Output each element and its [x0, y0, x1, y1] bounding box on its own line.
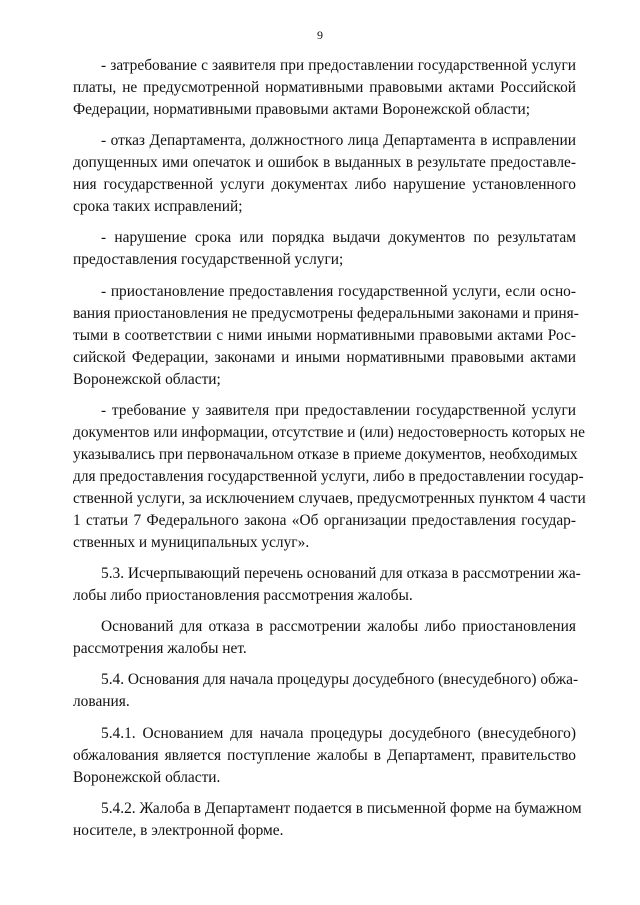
text-line: ственных и муниципальных услуг». — [73, 533, 310, 551]
text-line: 5.4.2. Жалоба в Департамент подается в письменной форме на бумажном — [101, 799, 582, 817]
document-body — [73, 55, 586, 851]
paragraph-section-5-3 — [73, 563, 581, 607]
text-line: лобы либо приостановления рассмотрения жалобы. — [73, 586, 413, 604]
paragraph-section-5-4-1 — [73, 723, 576, 789]
text-line: предоставления государственной услуги; — [73, 251, 344, 269]
paragraph-suspension — [73, 281, 579, 391]
text-line: для предоставления государственной услуги, либо в предоставлении государ- — [73, 467, 584, 485]
paragraph-section-5-4-2 — [73, 798, 582, 842]
text-line: Воронежской области. — [73, 768, 221, 786]
paragraph-fee-demand — [73, 55, 576, 121]
paragraph-correction-refusal — [73, 130, 576, 218]
text-line: 5.4. Основания для начала процедуры досудебного (внесудебного) обжа- — [101, 671, 579, 689]
text-line: ния государственной услуги документах либо нарушение установленного — [73, 176, 576, 194]
text-line: Воронежской области; — [73, 370, 221, 388]
text-line: вания приостановления не предусмотрены федеральными законами и приня- — [73, 304, 579, 322]
text-line: сийской Федерации, законами и иными нормативными правовыми актами — [73, 348, 576, 366]
paragraph-section-5-4 — [73, 669, 579, 713]
paragraph-no-refusal-grounds — [73, 616, 576, 660]
text-line: 5.3. Исчерпывающий перечень оснований для отказа в рассмотрении жа- — [101, 564, 581, 582]
text-line: - приостановление предоставления государственной услуги, если осно- — [101, 282, 576, 300]
text-line: - затребование с заявителя при предоставлении государственной услуги — [101, 57, 576, 74]
text-line: рассмотрения жалобы нет. — [73, 640, 247, 658]
text-line: тыми в соответствии с ними иными нормативными правовыми актами Рос- — [73, 326, 576, 344]
text-line: обжалования является поступление жалобы в Департамент, правительство — [73, 746, 576, 764]
text-line: Федерации, нормативными правовыми актами Воронежской области; — [73, 101, 530, 118]
text-line: 5.4.1. Основанием для начала процедуры досудебного (внесудебного) — [101, 724, 576, 742]
text-line: указывались при первоначальном отказе в приеме документов, необходимых — [73, 445, 578, 463]
text-line: срока таких исправлений; — [73, 198, 243, 216]
text-line: документов или информации, отсутствие и (или) недостоверность которых не — [73, 423, 585, 441]
text-line: 1 статьи 7 Федерального закона «Об организации предоставления государ- — [73, 511, 576, 529]
paragraph-documents-requirement — [73, 400, 586, 554]
text-line: - требование у заявителя при предоставлении государственной услуги — [101, 401, 576, 419]
text-line: лования. — [73, 693, 130, 711]
text-line: - нарушение срока или порядка выдачи документов по результатам — [101, 229, 576, 247]
text-line: допущенных ими опечаток и ошибок в выданных в результате предоставле- — [73, 154, 576, 172]
text-line: Оснований для отказа в рассмотрении жалобы либо приостановления — [101, 618, 576, 636]
text-line: - отказ Департамента, должностного лица Департамента в исправлении — [101, 132, 576, 150]
text-line: платы, не предусмотренной нормативными правовыми актами Российской — [73, 79, 576, 96]
paragraph-issuance-violation — [73, 227, 576, 271]
page-number: 9 — [317, 28, 323, 42]
text-line: носителе, в электронной форме. — [73, 821, 284, 839]
text-line: ственной услуги, за исключением случаев, предусмотренных пунктом 4 части — [73, 489, 586, 507]
